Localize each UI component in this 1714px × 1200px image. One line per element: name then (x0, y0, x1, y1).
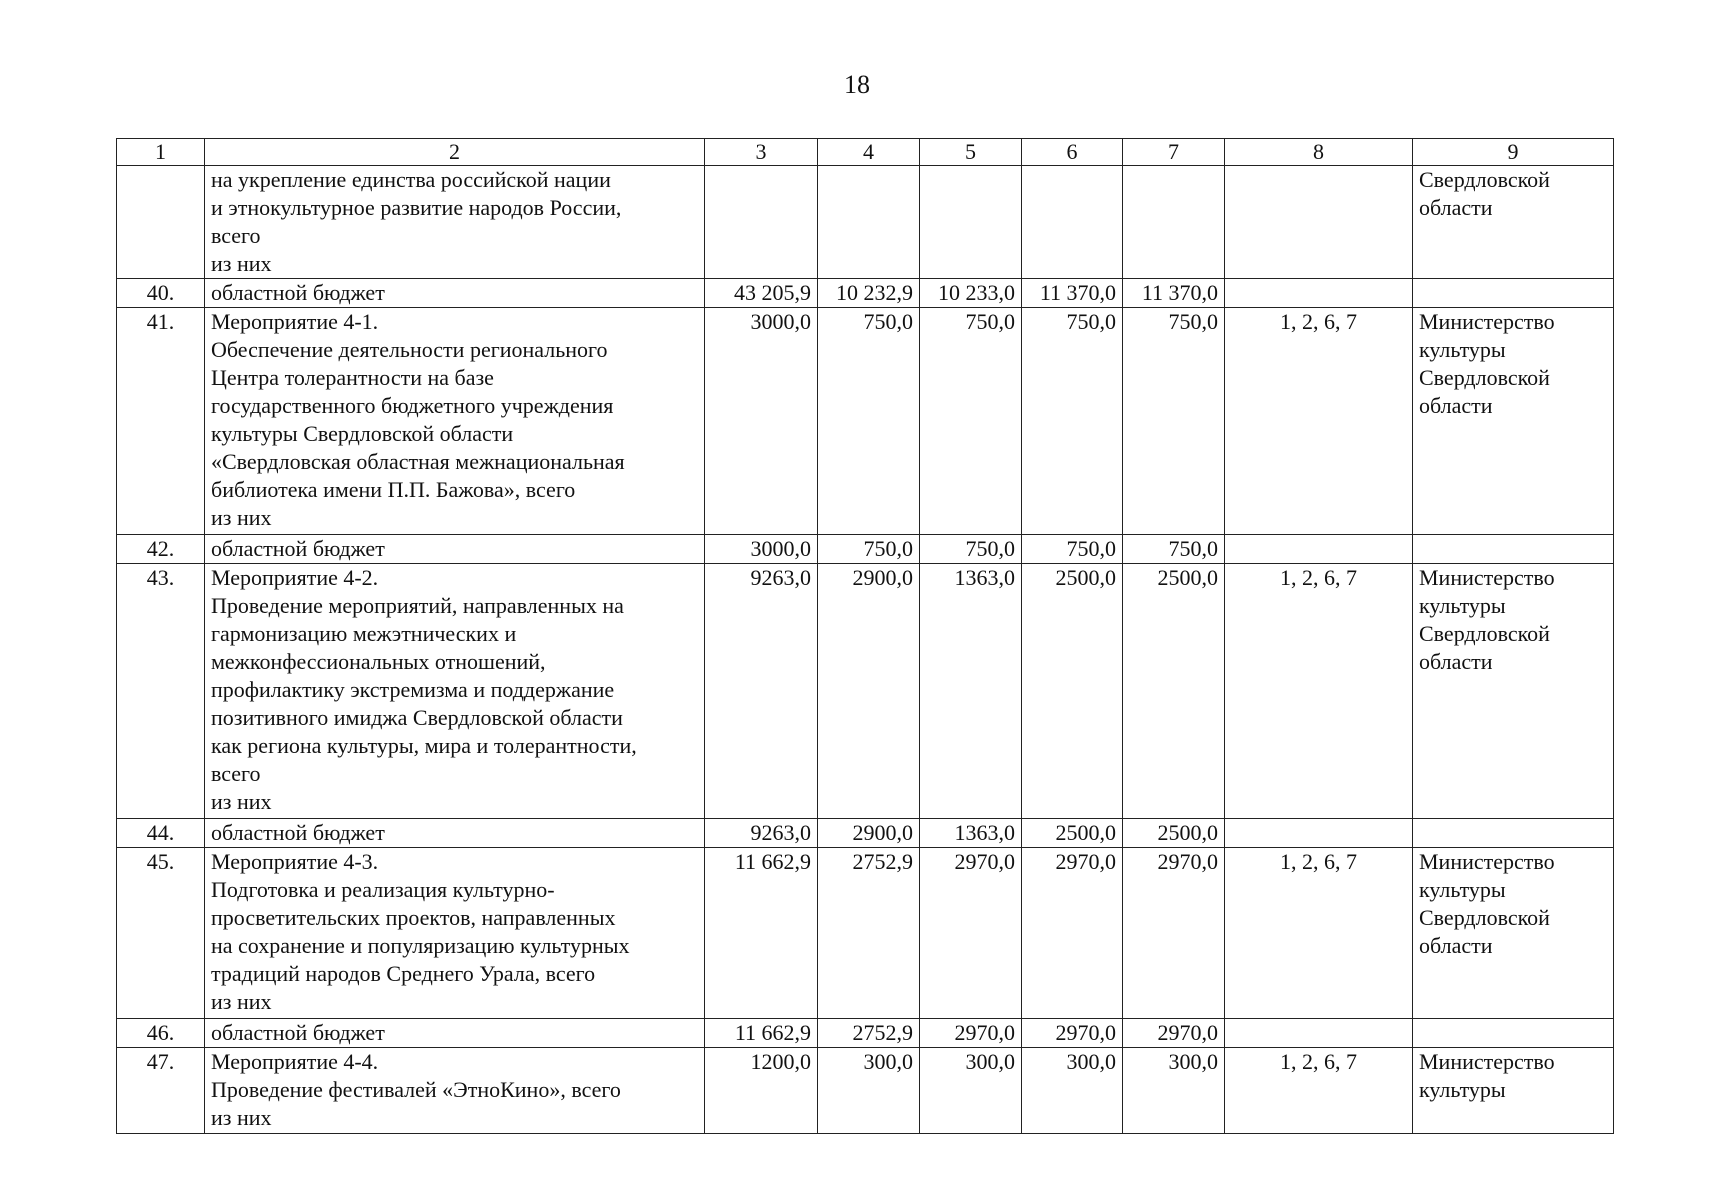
executor: Министерство культуры Свердловской области (1413, 308, 1614, 535)
value-col3: 9263,0 (705, 819, 818, 848)
table-row (117, 166, 1614, 279)
executor (1413, 535, 1614, 564)
value-col5: 2970,0 (920, 1019, 1022, 1048)
row-number: 45. (117, 848, 205, 1019)
table-header-row (117, 139, 1614, 166)
value-col3: 11 662,9 (705, 848, 818, 1019)
executor (1413, 279, 1614, 308)
table-row (117, 535, 1614, 564)
value-col4: 750,0 (818, 535, 920, 564)
value-col3: 1200,0 (705, 1048, 818, 1134)
value-col5: 2970,0 (920, 848, 1022, 1019)
goal-numbers: 1, 2, 6, 7 (1225, 848, 1413, 1019)
value-col7: 11 370,0 (1123, 279, 1225, 308)
goal-numbers: 1, 2, 6, 7 (1225, 1048, 1413, 1134)
value-col5: 750,0 (920, 308, 1022, 535)
value-col6: 2970,0 (1022, 848, 1123, 1019)
value-col5: 750,0 (920, 535, 1022, 564)
value-col5: 1363,0 (920, 819, 1022, 848)
value-col3: 11 662,9 (705, 1019, 818, 1048)
value-col3: 3000,0 (705, 308, 818, 535)
value-col4: 2752,9 (818, 1019, 920, 1048)
table-row (117, 564, 1614, 819)
value-col3: 3000,0 (705, 535, 818, 564)
executor: Министерство культуры Свердловской области (1413, 848, 1614, 1019)
value-col6: 2970,0 (1022, 1019, 1123, 1048)
row-description: Мероприятие 4-4. Проведение фестивалей «ЭтноКино», всего из них (205, 1048, 705, 1134)
value-col4: 750,0 (818, 308, 920, 535)
value-col7: 2500,0 (1123, 819, 1225, 848)
table-row (117, 819, 1614, 848)
row-description: Мероприятие 4-2. Проведение мероприятий, направленных на гармонизацию межэтнических и межконфессиональных отношений, профилактику экстремизма и поддержание позитивного имиджа Свердловской области как региона культуры, мира и толерантности, всего из них (205, 564, 705, 819)
column-header: 5 (920, 139, 1022, 166)
value-col7 (1123, 166, 1225, 279)
value-col3: 43 205,9 (705, 279, 818, 308)
value-col4 (818, 166, 920, 279)
executor (1413, 1019, 1614, 1048)
row-description: областной бюджет (205, 535, 705, 564)
goal-numbers (1225, 819, 1413, 848)
executor (1413, 819, 1614, 848)
row-number: 40. (117, 279, 205, 308)
value-col5: 10 233,0 (920, 279, 1022, 308)
row-number: 47. (117, 1048, 205, 1134)
value-col7: 300,0 (1123, 1048, 1225, 1134)
row-number: 42. (117, 535, 205, 564)
value-col4: 2900,0 (818, 819, 920, 848)
column-header: 2 (205, 139, 705, 166)
column-header: 3 (705, 139, 818, 166)
value-col4: 300,0 (818, 1048, 920, 1134)
value-col7: 2970,0 (1123, 1019, 1225, 1048)
table-row (117, 1019, 1614, 1048)
value-col5 (920, 166, 1022, 279)
table-row (117, 848, 1614, 1019)
value-col4: 10 232,9 (818, 279, 920, 308)
table-row (117, 279, 1614, 308)
column-header: 9 (1413, 139, 1614, 166)
value-col6 (1022, 166, 1123, 279)
value-col4: 2900,0 (818, 564, 920, 819)
value-col6: 750,0 (1022, 308, 1123, 535)
table-row (117, 1048, 1614, 1134)
goal-numbers (1225, 1019, 1413, 1048)
value-col6: 11 370,0 (1022, 279, 1123, 308)
column-header: 4 (818, 139, 920, 166)
value-col3: 9263,0 (705, 564, 818, 819)
value-col7: 2970,0 (1123, 848, 1225, 1019)
page-number: 18 (844, 70, 870, 99)
row-description: областной бюджет (205, 1019, 705, 1048)
goal-numbers: 1, 2, 6, 7 (1225, 308, 1413, 535)
row-description: Мероприятие 4-1. Обеспечение деятельности регионального Центра толерантности на базе государственного бюджетного учреждения культуры Свердловской области «Свердловская областная межнациональная библиотека имени П.П. Бажова», всего из них (205, 308, 705, 535)
column-header: 8 (1225, 139, 1413, 166)
table-row (117, 308, 1614, 535)
row-description: областной бюджет (205, 279, 705, 308)
executor: Министерство культуры Свердловской области (1413, 564, 1614, 819)
row-number: 41. (117, 308, 205, 535)
value-col5: 1363,0 (920, 564, 1022, 819)
value-col7: 2500,0 (1123, 564, 1225, 819)
row-description: Мероприятие 4-3. Подготовка и реализация культурно- просветительских проектов, направленных на сохранение и популяризацию культурных традиций народов Среднего Урала, всего из них (205, 848, 705, 1019)
value-col6: 2500,0 (1022, 564, 1123, 819)
column-header: 1 (117, 139, 205, 166)
goal-numbers (1225, 279, 1413, 308)
value-col7: 750,0 (1123, 535, 1225, 564)
goal-numbers (1225, 535, 1413, 564)
value-col5: 300,0 (920, 1048, 1022, 1134)
row-number: 43. (117, 564, 205, 819)
row-description: на укрепление единства российской нации и этнокультурное развитие народов России, всего из них (205, 166, 705, 279)
value-col4: 2752,9 (818, 848, 920, 1019)
row-number: 46. (117, 1019, 205, 1048)
column-header: 6 (1022, 139, 1123, 166)
row-number (117, 166, 205, 279)
column-header: 7 (1123, 139, 1225, 166)
goal-numbers: 1, 2, 6, 7 (1225, 564, 1413, 819)
row-description: областной бюджет (205, 819, 705, 848)
executor: Свердловской области (1413, 166, 1614, 279)
value-col3 (705, 166, 818, 279)
executor: Министерство культуры (1413, 1048, 1614, 1134)
value-col6: 750,0 (1022, 535, 1123, 564)
value-col7: 750,0 (1123, 308, 1225, 535)
value-col6: 2500,0 (1022, 819, 1123, 848)
goal-numbers (1225, 166, 1413, 279)
row-number: 44. (117, 819, 205, 848)
value-col6: 300,0 (1022, 1048, 1123, 1134)
program-table (116, 138, 1614, 1134)
